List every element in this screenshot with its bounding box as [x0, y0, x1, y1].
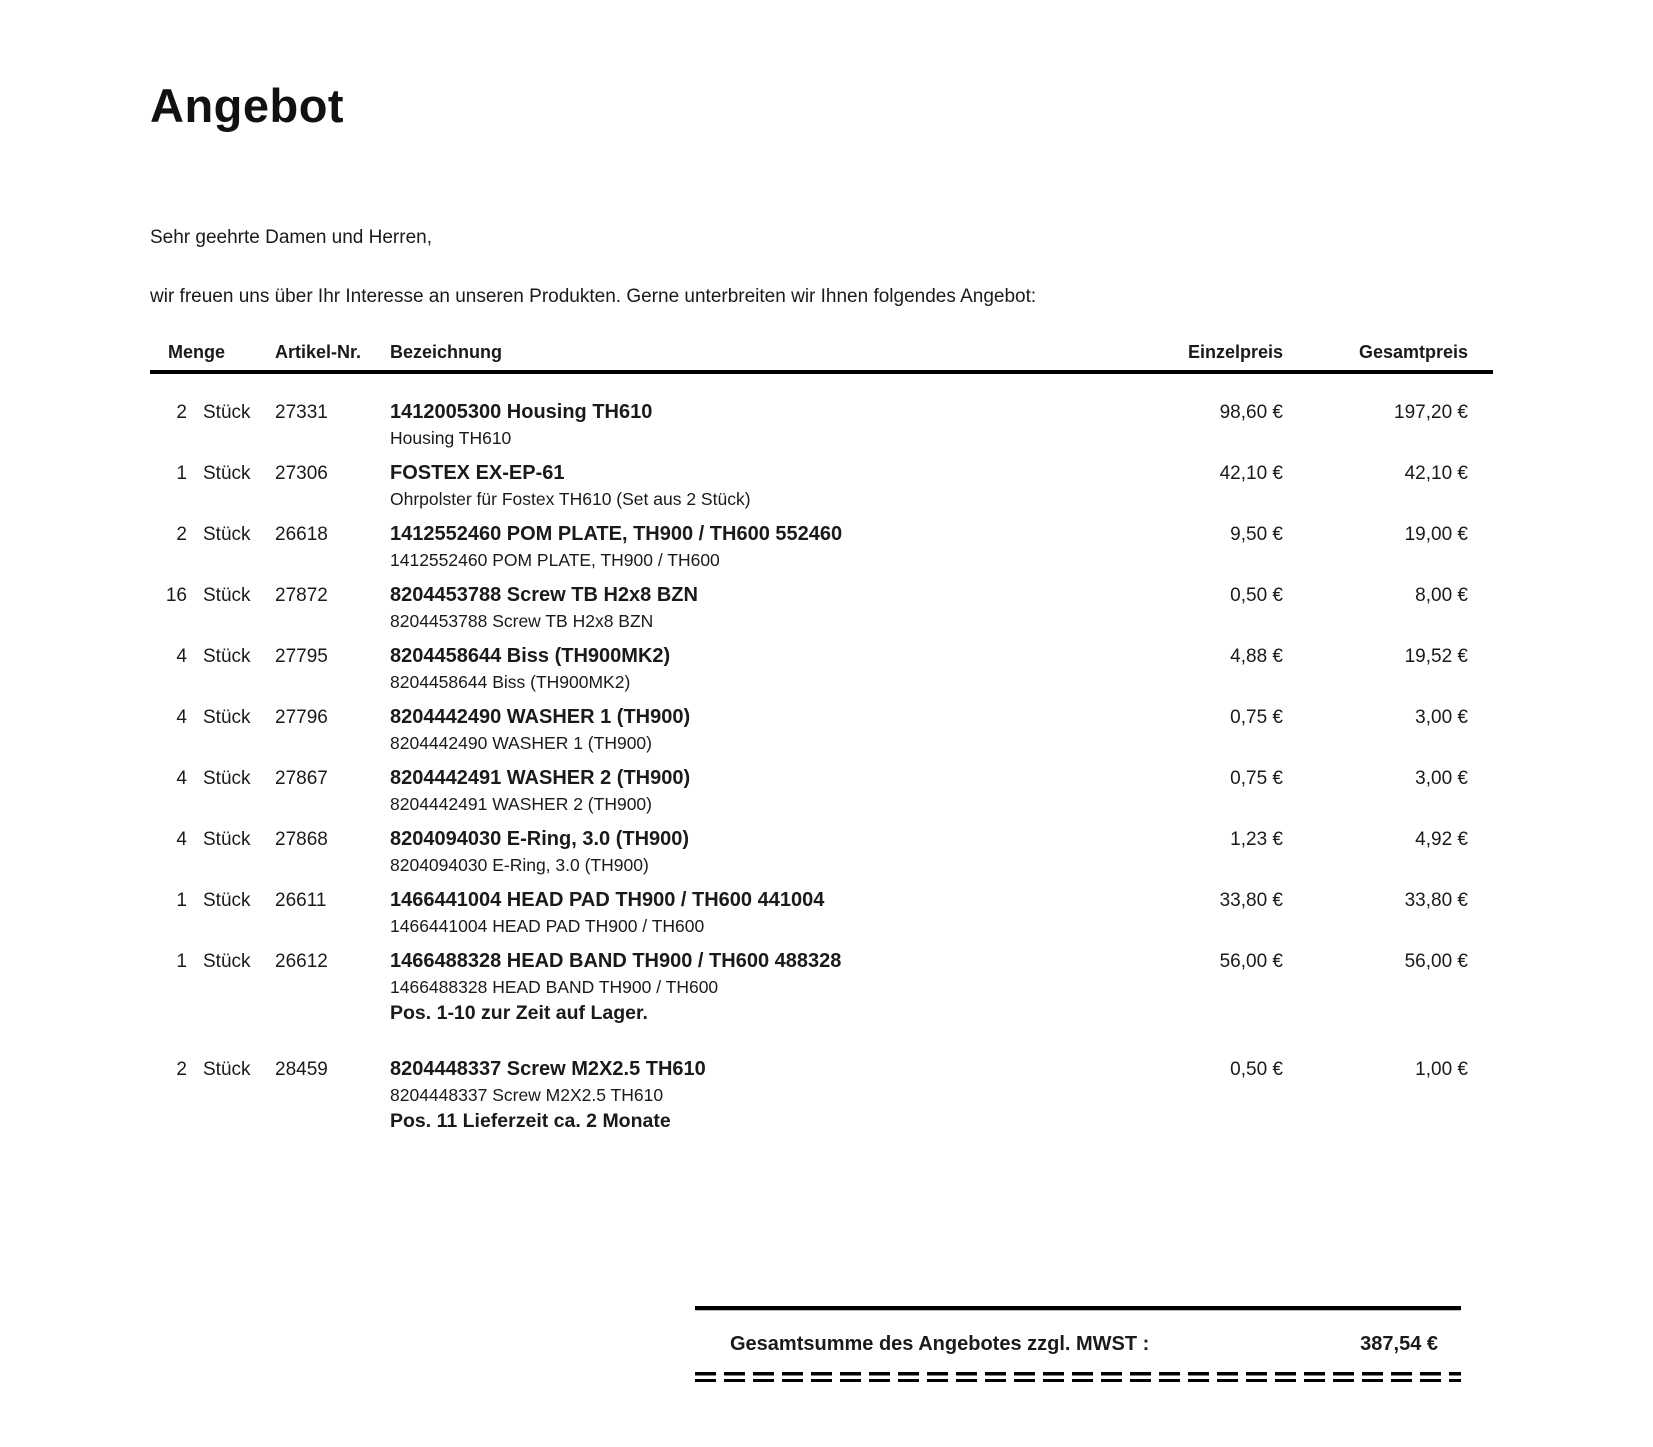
item-menge	[150, 644, 275, 670]
item-unit: Stück	[203, 524, 251, 545]
item-name: 8204458644 Biss (TH900MK2)	[390, 645, 671, 667]
item-artikel-nr: 26611	[275, 890, 327, 911]
item-artikel-nr: 27867	[275, 768, 328, 789]
total-rule	[695, 1306, 1461, 1311]
item-name: 8204442490 WASHER 1 (TH900)	[390, 706, 691, 728]
table-header-bezeichnung: Bezeichnung	[390, 342, 503, 362]
item-quantity: 2	[176, 402, 187, 423]
item-einzelpreis: 56,00 €	[1219, 951, 1283, 972]
item-bezeichnung	[390, 399, 1133, 451]
item-description: 8204448337 Screw M2X2.5 TH610	[390, 1085, 664, 1105]
item-name: FOSTEX EX-EP-61	[390, 462, 565, 484]
equals-rule	[695, 1372, 1461, 1382]
offer-table	[150, 342, 1493, 1134]
item-description: 8204094030 E-Ring, 3.0 (TH900)	[390, 855, 649, 875]
item-unit: Stück	[203, 707, 251, 728]
item-einzelpreis: 33,80 €	[1219, 890, 1283, 911]
greeting-text: Sehr geehrte Damen und Herren,	[150, 227, 432, 248]
table-row	[150, 704, 1493, 756]
item-gesamtpreis: 56,00 €	[1404, 951, 1468, 972]
item-gesamtpreis: 33,80 €	[1404, 890, 1468, 911]
item-description: 1412552460 POM PLATE, TH900 / TH600	[390, 550, 720, 570]
intro-text: wir freuen uns über Ihr Interesse an unseren Produkten. Gerne unterbreiten wir Ihnen folgendes Angebot:	[150, 286, 1037, 307]
item-bezeichnung	[390, 704, 1133, 756]
item-name: 1466441004 HEAD PAD TH900 / TH600 441004	[390, 889, 825, 911]
item-quantity: 4	[176, 829, 187, 850]
item-quantity: 1	[176, 890, 187, 911]
item-description: Ohrpolster für Fostex TH610 (Set aus 2 Stück)	[390, 489, 751, 509]
item-menge	[150, 827, 275, 853]
item-bezeichnung	[390, 521, 1133, 573]
item-quantity: 2	[176, 1059, 187, 1080]
item-gesamtpreis: 4,92 €	[1415, 829, 1468, 850]
item-name: 8204094030 E-Ring, 3.0 (TH900)	[390, 828, 690, 850]
item-unit: Stück	[203, 951, 251, 972]
item-einzelpreis: 1,23 €	[1230, 829, 1283, 850]
item-artikel-nr: 27868	[275, 829, 328, 850]
item-unit: Stück	[203, 1059, 251, 1080]
item-artikel-nr: 27306	[275, 463, 328, 484]
item-bezeichnung	[390, 948, 1133, 1026]
item-note: Pos. 11 Lieferzeit ca. 2 Monate	[390, 1110, 671, 1132]
item-quantity: 4	[176, 646, 187, 667]
item-unit: Stück	[203, 829, 251, 850]
total-value: 387,54 €	[1360, 1333, 1438, 1355]
item-gesamtpreis: 42,10 €	[1404, 463, 1468, 484]
page-title: Angebot	[150, 79, 345, 132]
item-name: 1412552460 POM PLATE, TH900 / TH600 552460	[390, 523, 843, 545]
table-header-row	[150, 342, 1493, 363]
item-gesamtpreis: 197,20 €	[1394, 402, 1468, 423]
item-einzelpreis: 4,88 €	[1230, 646, 1283, 667]
item-quantity: 1	[176, 463, 187, 484]
total-label: Gesamtsumme des Angebotes zzgl. MWST :	[730, 1333, 1150, 1355]
table-row	[150, 1056, 1493, 1134]
table-row	[150, 460, 1493, 512]
item-bezeichnung	[390, 826, 1133, 878]
item-artikel-nr: 27331	[275, 402, 328, 423]
table-row	[150, 521, 1493, 573]
table-header-artikel-nr: Artikel-Nr.	[275, 342, 362, 362]
item-description: 8204442490 WASHER 1 (TH900)	[390, 733, 652, 753]
item-unit: Stück	[203, 768, 251, 789]
item-unit: Stück	[203, 463, 251, 484]
item-unit: Stück	[203, 402, 251, 423]
item-quantity: 1	[176, 951, 187, 972]
item-gesamtpreis: 3,00 €	[1415, 707, 1468, 728]
item-bezeichnung	[390, 887, 1133, 939]
item-quantity: 4	[176, 768, 187, 789]
item-bezeichnung	[390, 582, 1133, 634]
item-artikel-nr: 27795	[275, 646, 328, 667]
table-row	[150, 765, 1493, 817]
table-row	[150, 643, 1493, 695]
item-description: 8204453788 Screw TB H2x8 BZN	[390, 611, 654, 631]
item-artikel-nr: 27796	[275, 707, 328, 728]
item-einzelpreis: 0,50 €	[1230, 585, 1283, 606]
item-menge	[150, 705, 275, 731]
item-einzelpreis: 0,50 €	[1230, 1059, 1283, 1080]
table-header-einzelpreis: Einzelpreis	[1187, 342, 1283, 362]
table-rows	[150, 399, 1493, 1134]
item-gesamtpreis: 1,00 €	[1415, 1059, 1468, 1080]
item-name: 8204442491 WASHER 2 (TH900)	[390, 767, 691, 789]
item-description: 1466488328 HEAD BAND TH900 / TH600	[390, 977, 719, 997]
item-bezeichnung	[390, 1056, 1133, 1134]
item-menge	[150, 461, 275, 487]
item-quantity: 2	[176, 524, 187, 545]
item-menge	[150, 1057, 275, 1083]
table-header-menge: Menge	[168, 342, 226, 362]
item-menge	[150, 522, 275, 548]
item-unit: Stück	[203, 890, 251, 911]
item-menge	[150, 888, 275, 914]
item-bezeichnung	[390, 460, 1133, 512]
item-gesamtpreis: 19,52 €	[1404, 646, 1468, 667]
item-note: Pos. 1-10 zur Zeit auf Lager.	[390, 1002, 648, 1024]
item-einzelpreis: 0,75 €	[1230, 768, 1283, 789]
item-quantity: 4	[176, 707, 187, 728]
table-row	[150, 948, 1493, 1026]
item-description: 1466441004 HEAD PAD TH900 / TH600	[390, 916, 705, 936]
item-name: 1466488328 HEAD BAND TH900 / TH600 488328	[390, 950, 842, 972]
item-menge	[150, 949, 275, 975]
item-description: 8204458644 Biss (TH900MK2)	[390, 672, 631, 692]
item-name: 1412005300 Housing TH610	[390, 401, 653, 423]
item-menge	[150, 766, 275, 792]
item-name: 8204453788 Screw TB H2x8 BZN	[390, 584, 698, 606]
item-bezeichnung	[390, 765, 1133, 817]
item-description: Housing TH610	[390, 428, 512, 448]
total-row	[695, 1333, 1461, 1356]
item-einzelpreis: 9,50 €	[1230, 524, 1283, 545]
item-menge	[150, 583, 275, 609]
item-einzelpreis: 0,75 €	[1230, 707, 1283, 728]
item-gesamtpreis: 8,00 €	[1415, 585, 1468, 606]
item-quantity: 16	[165, 585, 187, 606]
item-artikel-nr: 26612	[275, 951, 328, 972]
item-unit: Stück	[203, 646, 251, 667]
item-artikel-nr: 28459	[275, 1059, 328, 1080]
item-gesamtpreis: 3,00 €	[1415, 768, 1468, 789]
item-einzelpreis: 42,10 €	[1219, 463, 1283, 484]
table-row	[150, 582, 1493, 634]
item-einzelpreis: 98,60 €	[1219, 402, 1283, 423]
item-artikel-nr: 26618	[275, 524, 328, 545]
item-menge	[150, 400, 275, 426]
item-gesamtpreis: 19,00 €	[1404, 524, 1468, 545]
table-row	[150, 826, 1493, 878]
header-rule	[150, 370, 1493, 374]
item-description: 8204442491 WASHER 2 (TH900)	[390, 794, 652, 814]
table-row	[150, 399, 1493, 451]
total-section	[695, 1306, 1461, 1382]
table-row	[150, 887, 1493, 939]
item-name: 8204448337 Screw M2X2.5 TH610	[390, 1058, 706, 1080]
item-artikel-nr: 27872	[275, 585, 328, 606]
table-header-gesamtpreis: Gesamtpreis	[1358, 342, 1468, 362]
item-bezeichnung	[390, 643, 1133, 695]
item-unit: Stück	[203, 585, 251, 606]
